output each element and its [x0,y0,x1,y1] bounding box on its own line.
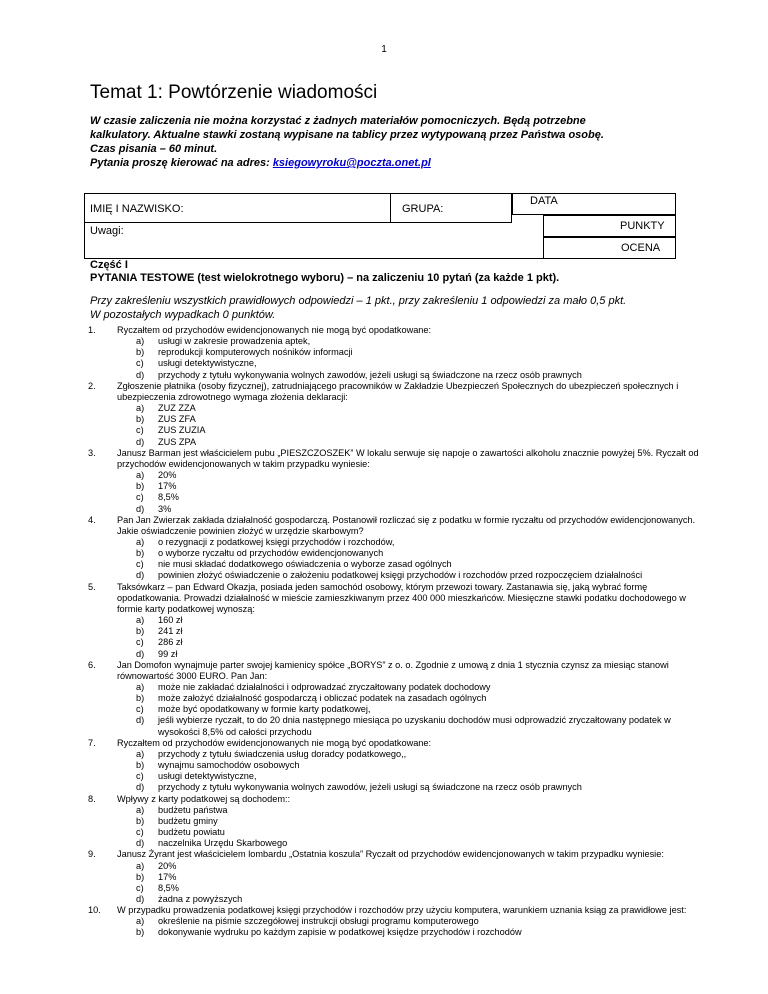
answer-option [117,414,700,425]
option-text: usługi detektywistyczne, [158,358,257,369]
intro-line: W czasie zaliczenia nie można korzystać z żadnych materiałów pomocniczych. Będą potrzebne [90,115,586,127]
question-number: 10. [88,905,101,916]
option-letter: c) [136,771,144,782]
question-number: 6. [88,659,96,670]
page-title: Temat 1: Powtórzenie wiadomości [90,82,378,103]
option-letter: d) [136,570,145,581]
answer-option [117,704,700,715]
option-text: o rezygnacji z podatkowej księgi przychodów i rozchodów, [158,536,395,547]
name-label: IMIĘ I NAZWISKO: [90,203,184,215]
question-number: 3. [88,447,96,458]
scoring-rule-line: Przy zakreśleniu wszystkich prawidłowych odpowiedzi – 1 pkt., przy zakreśleniu 1 odpowiedzi za mało 0,5 pkt. [90,295,627,307]
answer-option [117,693,700,704]
option-text: budżetu państwa [158,804,228,815]
question-text: Ryczałtem od przychodów ewidencjonowanych nie mogą być opodatkowane: [117,325,432,335]
answer-options [117,470,700,515]
option-text: dokonywanie wydruku po każdym zapisie w podatkowej księdze przychodów i rozchodów [158,927,522,938]
intro-text [90,114,690,170]
option-text: może być opodatkowany w formie karty podatkowej, [158,704,371,715]
answer-option [117,336,700,347]
option-text: przychody z tytułu wykonywania wolnych zawodów, jeżeli usługi są świadczone na rzecz osób prawnych [158,369,582,380]
option-letter: a) [136,536,145,547]
option-letter: c) [136,425,144,436]
option-text: 8,5% [158,492,179,503]
question-item [90,905,700,938]
answer-option [117,872,700,883]
answer-option [117,559,700,570]
answer-option [117,894,700,905]
answer-option [117,570,700,581]
option-text: usługi w zakresie prowadzenia aptek, [158,336,311,347]
part-header [90,259,559,285]
option-text: 17% [158,481,177,492]
option-text: wynajmu samochodów osobowych [158,760,300,771]
question-list [90,325,700,939]
option-text: budżetu powiatu [158,827,225,838]
question-text: Wpływy z karty podatkowej są dochodem:: [117,793,291,804]
option-letter: d) [136,369,145,380]
answer-option [117,861,700,872]
answer-option [117,715,700,737]
option-text: o wyborze ryczałtu od przychodów ewidencjonowanych [158,548,384,559]
option-text: 3% [158,503,172,514]
answer-option [117,637,700,648]
answer-options [117,615,700,660]
question-item [90,381,700,448]
option-text: jeśli wybierze ryczałt, to do 20 dnia następnego miesiąca po uzyskaniu dochodów musi odprowadzić zryczałtowany podatek w wysokości 8,5% od całości przychodu [158,715,671,737]
option-text: 8,5% [158,882,179,893]
option-text: przychody z tytułu wykonywania wolnych zawodów, jeżeli usługi są świadczone na rzecz osób prawnych [158,782,582,793]
answer-options [117,805,700,850]
notes-label: Uwagi: [90,225,124,237]
option-text: może założyć działalność gospodarczą i obliczać podatek na zasadach ogólnych [158,693,487,704]
scoring-rule-line: W pozostałych wypadkach 0 punktów. [90,309,276,321]
option-letter: b) [136,414,145,425]
question-text: Taksówkarz – pan Edward Okazja, posiada jeden samochód osobowy, którym przewozi towary. Zastanawia się, jaką wybrać formę opodatkowania. Prowadzi działalność w mieście zamieszkiwanym przez 400 000 mieszkańców. Miesięczne stawki podatku dochodowego w formie karty podatkowej wynoszą: [117,581,686,614]
answer-option [117,838,700,849]
option-letter: d) [136,503,145,514]
answer-option [117,816,700,827]
question-text: Jan Domofon wynajmuje parter swojej kamienicy spółce „BORYS” z o. o. Zgodnie z umową z dnia 1 stycznia czynsz za miesiąc stanowi równowartość 3000 EURO. Pan Jan: [117,659,669,681]
date-label: DATA [530,195,558,207]
answer-option [117,537,700,548]
option-letter: c) [136,492,144,503]
group-label: GRUPA: [402,203,444,215]
option-letter: b) [136,927,145,938]
answer-option [117,749,700,760]
option-text: nie musi składać dodatkowego oświadczenia o wyborze zasad ogólnych [158,559,452,570]
option-letter: a) [136,748,145,759]
option-letter: a) [136,860,145,871]
option-text: może nie zakładać działalności i odprowadzać zryczałtowany podatek dochodowy [158,682,491,692]
answer-option [117,347,700,358]
option-letter: a) [136,615,145,626]
answer-option [117,649,700,660]
intro-contact-prefix: Pytania proszę kierować na adres: [90,157,273,169]
answer-options [117,403,700,448]
option-letter: a) [136,336,145,347]
option-text: 20% [158,470,177,481]
answer-option [117,548,700,559]
answer-option [117,470,700,481]
answer-option [117,682,700,693]
option-text: usługi detektywistyczne, [158,771,257,782]
answer-option [117,927,700,938]
option-text: ZUS ZUZIA [158,425,206,436]
part-subtitle: PYTANIA TESTOWE (test wielokrotnego wyboru) – na zaliczeniu 10 pytań (za każde 1 pkt). [90,272,560,284]
answer-option [117,883,700,894]
answer-option [117,827,700,838]
answer-option [117,626,700,637]
option-letter: b) [136,626,145,637]
answer-options [117,749,700,794]
answer-options [117,336,700,381]
option-letter: d) [136,648,145,659]
answer-option [117,615,700,626]
email-link[interactable]: ksiegowyroku@poczta.onet.pl [272,157,431,169]
option-text: 17% [158,871,177,882]
option-text: 160 zł [158,615,183,626]
scoring-rule [90,294,690,322]
option-letter: d) [136,436,145,447]
answer-option [117,358,700,369]
option-letter: a) [136,470,145,481]
option-letter: c) [136,358,144,369]
question-text: Zgłoszenie płatnika (osoby fizycznej), zatrudniającego pracowników w Zakładzie Ubezpieczeń Społecznych do ubezpieczeń społecznych i ubezpieczenia zdrowotnego wymaga złożenia deklaracji: [117,380,679,402]
option-letter: d) [136,782,145,793]
option-text: naczelnika Urzędu Skarbowego [158,838,288,849]
option-letter: a) [136,682,145,692]
question-number: 5. [88,581,96,592]
question-number: 4. [88,514,96,525]
answer-option [117,916,700,927]
option-letter: c) [136,882,144,893]
option-text: określenie na piśmie szczegółowej instrukcji obsługi programu komputerowego [158,916,479,927]
question-item [90,738,700,794]
question-text: Janusz Barman jest właścicielem pubu „PIESZCZOSZEK” W lokalu serwuje się napoje o zawartości alkoholu znacznie powyżej 5%. Ryczałt od przychodów ewidencjonowanych w takim przypadku wyniesie: [117,447,699,469]
answer-option [117,760,700,771]
option-letter: c) [136,637,144,648]
question-number: 7. [88,737,96,748]
answer-option [117,481,700,492]
option-letter: a) [136,804,145,815]
question-text: Pan Jan Zwierzak zakłada działalność gospodarczą. Postanowił rozliczać się z podatku w formie ryczałtu od przychodów ewidencjonowanych. Jakie oświadczenie powinien złożyć w urzędzie skarbowym? [117,514,696,536]
option-letter: c) [136,704,144,715]
question-text: Janusz Żyrant jest właścicielem lombardu „Ostatnia koszula” Ryczałt od przychodów ewidencjonowanych w takim przypadku wyniesie: [117,849,664,860]
option-letter: b) [136,871,145,882]
intro-line: kalkulatory. Aktualne stawki zostaną wypisane na tablicy przez wytypowaną przez Państwa osobę. [90,129,604,141]
question-number: 2. [88,380,96,391]
option-letter: b) [136,347,145,358]
student-info-form [84,193,676,259]
option-letter: a) [136,403,145,414]
question-number: 8. [88,793,96,804]
question-text: Ryczałtem od przychodów ewidencjonowanych nie mogą być opodatkowane: [117,737,432,748]
answer-options [117,537,700,582]
points-label: PUNKTY [620,220,665,232]
question-item [90,582,700,660]
answer-option [117,504,700,515]
answer-options [117,861,700,906]
option-text: przychody z tytułu świadczenia usług doradcy podatkowego,, [158,748,407,759]
option-text: 20% [158,860,177,871]
option-letter: b) [136,760,145,771]
option-text: budżetu gminy [158,815,218,826]
intro-line [90,156,690,170]
option-letter: d) [136,893,145,904]
question-number: 9. [88,849,96,860]
answer-option [117,492,700,503]
answer-option [117,370,700,381]
page-number: 1 [381,44,387,55]
answer-options [117,916,700,938]
part-title: Część I [90,259,128,271]
question-item [90,849,700,905]
question-item [90,515,700,582]
option-text: ZUZ ZZA [158,403,196,414]
answer-option [117,437,700,448]
answer-options [117,682,700,738]
option-text: powinien złożyć oświadczenie o założeniu podatkowej księgi przychodów i rozchodów przed rozpoczęciem działalności [158,570,643,581]
answer-option [117,403,700,414]
answer-option [117,425,700,436]
answer-option [117,805,700,816]
option-letter: c) [136,827,144,838]
option-text: 286 zł [158,637,183,648]
question-item [90,448,700,515]
question-item [90,660,700,738]
option-letter: a) [136,916,145,927]
answer-option [117,782,700,793]
option-letter: b) [136,548,145,559]
option-text: reprodukcji komputerowych nośników informacji [158,347,353,358]
intro-line: Czas pisania – 60 minut. [90,143,218,155]
grade-label: OCENA [621,242,661,254]
option-text: 99 zł [158,648,178,659]
option-text: 241 zł [158,626,183,637]
question-number: 1. [88,325,96,335]
option-letter: d) [136,838,145,849]
question-text: W przypadku prowadzenia podatkowej księgi przychodów i rozchodów przy użyciu komputera, warunkiem uznania ksiąg za prawidłowe jest: [117,905,687,916]
option-text: ZUS ZFA [158,414,196,425]
option-letter: c) [136,559,144,570]
option-letter: b) [136,693,145,704]
option-letter: b) [136,481,145,492]
option-letter: d) [136,715,145,726]
answer-option [117,771,700,782]
option-letter: b) [136,815,145,826]
option-text: żadna z powyższych [158,893,243,904]
question-item [90,325,700,381]
option-text: ZUS ZPA [158,436,197,447]
question-item [90,794,700,850]
